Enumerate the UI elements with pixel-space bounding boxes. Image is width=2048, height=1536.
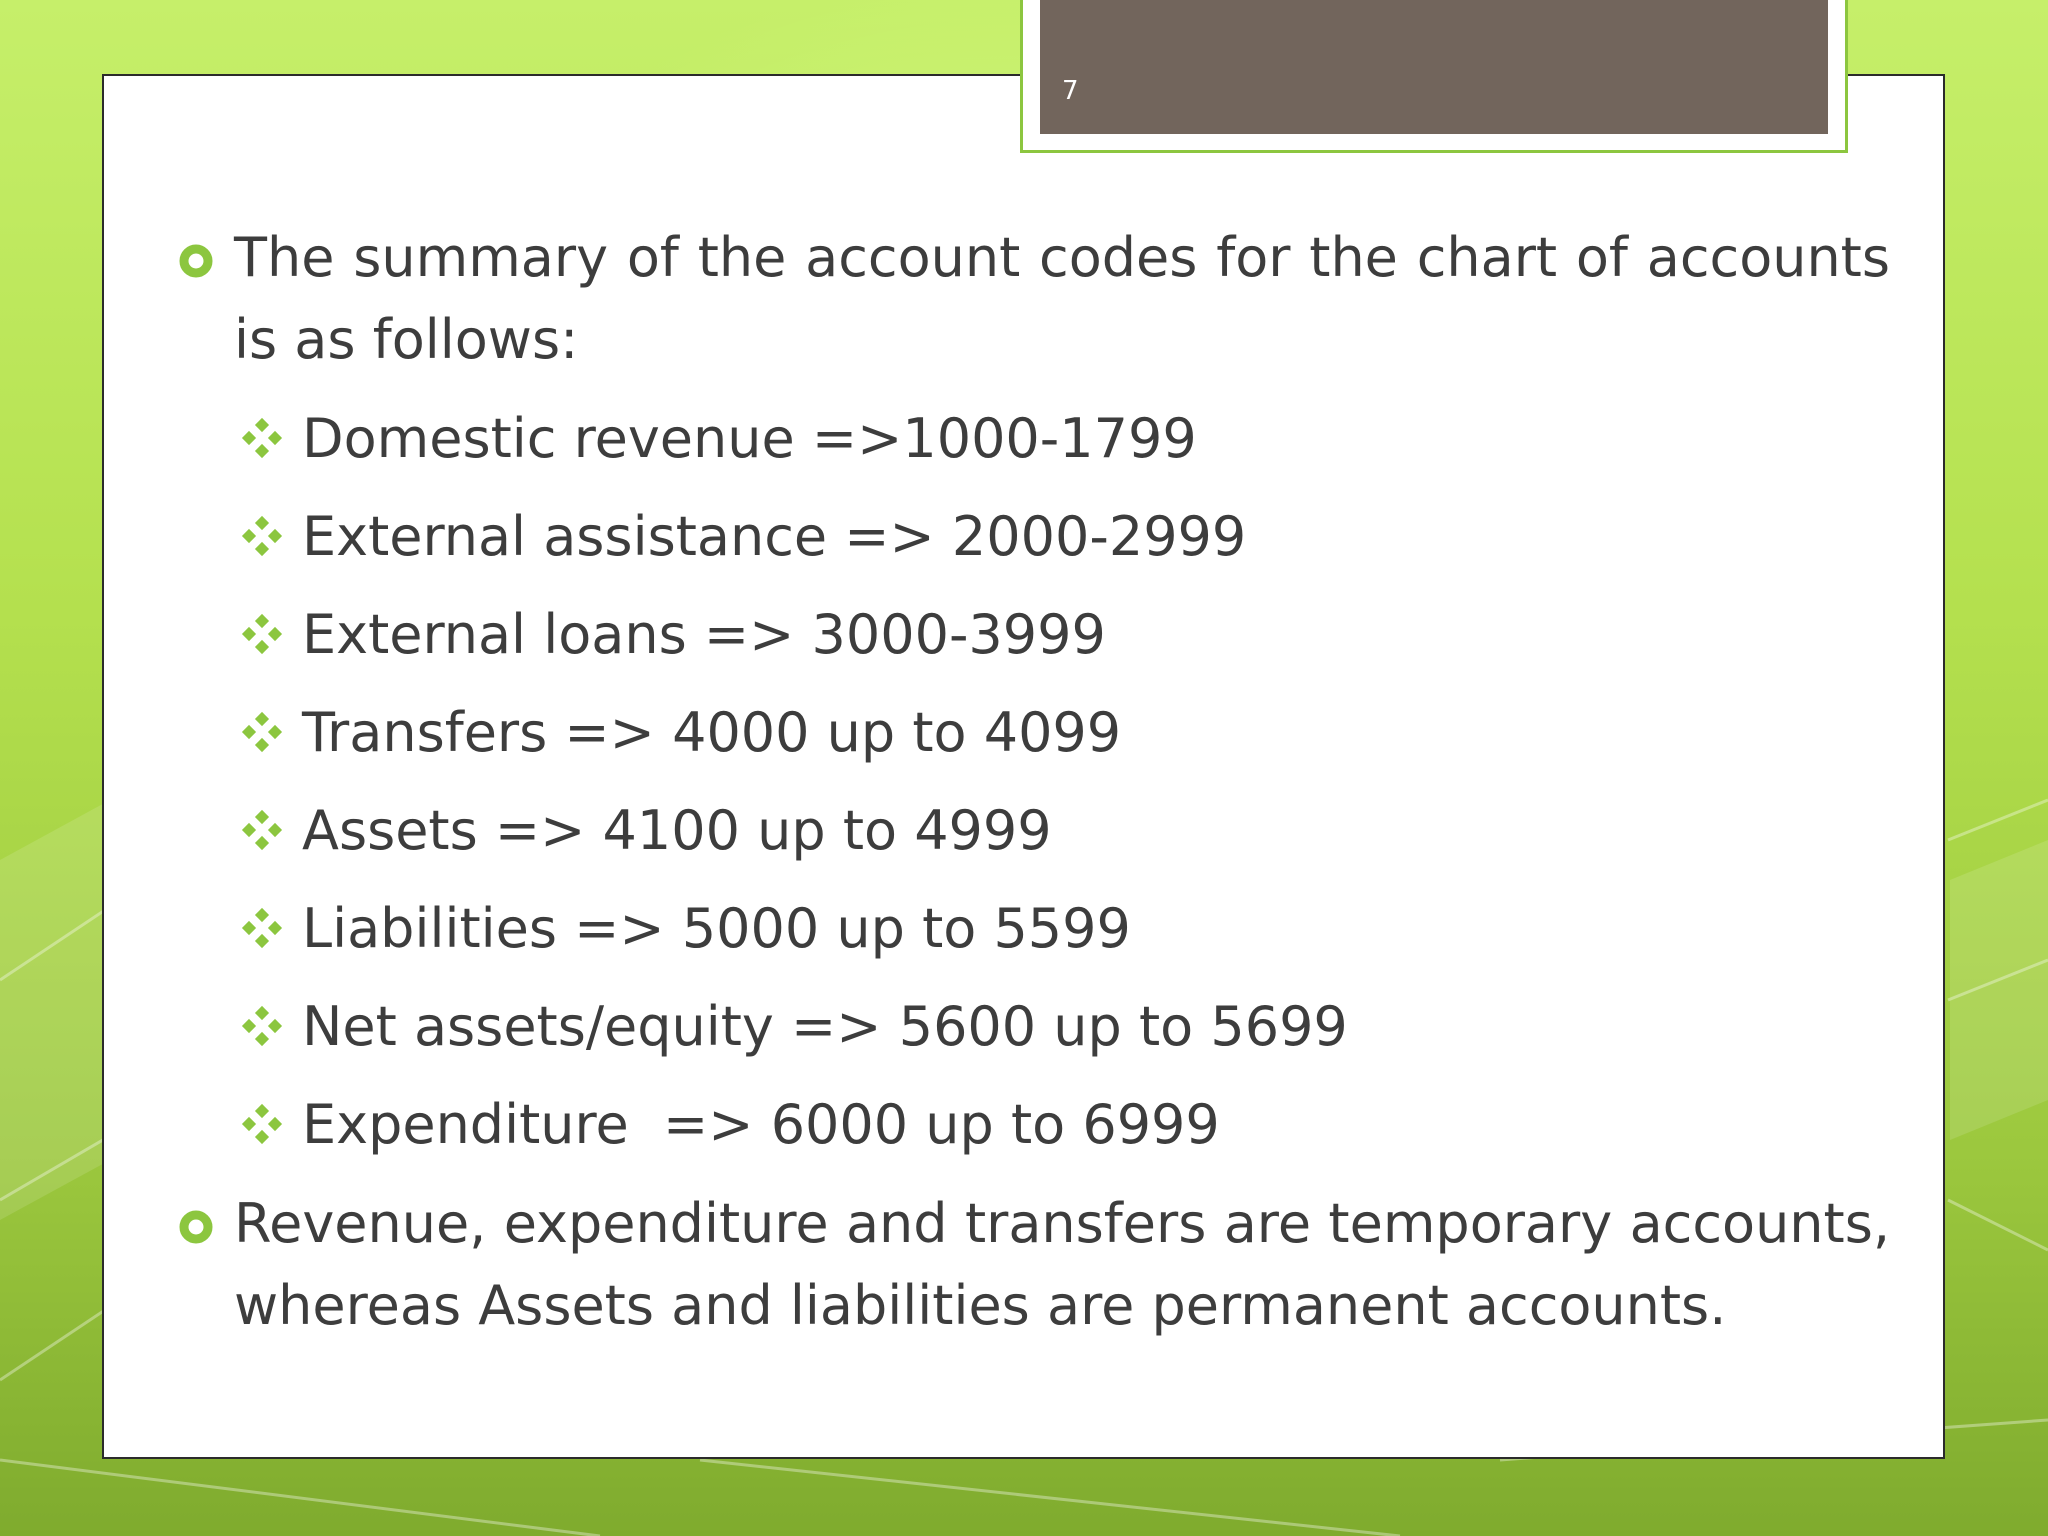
diamond-cluster-icon [240, 808, 284, 852]
list-item [240, 496, 1246, 576]
list-item-text: Net assets/equity => 5600 up to 5699 [302, 994, 1348, 1058]
ring-bullet-icon [178, 1204, 224, 1250]
diamond-cluster-icon [240, 710, 284, 754]
diamond-cluster-icon [240, 1102, 284, 1146]
list-item [240, 594, 1106, 674]
diamond-cluster-icon [240, 416, 284, 460]
list-item-text: External assistance => 2000-2999 [302, 504, 1247, 568]
intro-paragraph: The summary of the account codes for the chart of accounts is as follows: [234, 226, 1890, 371]
list-item [240, 790, 1052, 870]
list-item [240, 692, 1121, 772]
list-item-text: Transfers => 4000 up to 4099 [302, 700, 1122, 764]
diamond-cluster-icon [240, 514, 284, 558]
diamond-cluster-icon [240, 612, 284, 656]
list-item-text: Expenditure => 6000 up to 6999 [302, 1092, 1220, 1156]
slide-number: 7 [1062, 76, 1079, 106]
list-item-text: Liabilities => 5000 up to 5599 [302, 896, 1131, 960]
list-item-text: Domestic revenue =>1000-1799 [302, 406, 1197, 470]
diamond-cluster-icon [240, 906, 284, 950]
conclusion-paragraph: Revenue, expenditure and transfers are temporary accounts, whereas Assets and liabilities are permanent accounts. [234, 1192, 1890, 1337]
list-item [240, 1084, 1220, 1164]
list-item [240, 986, 1348, 1066]
list-item [240, 398, 1197, 478]
list-item-text: Assets => 4100 up to 4999 [302, 798, 1052, 862]
list-item [240, 888, 1131, 968]
ring-bullet-icon [178, 238, 224, 284]
list-item-text: External loans => 3000-3999 [302, 602, 1106, 666]
diamond-cluster-icon [240, 1004, 284, 1048]
